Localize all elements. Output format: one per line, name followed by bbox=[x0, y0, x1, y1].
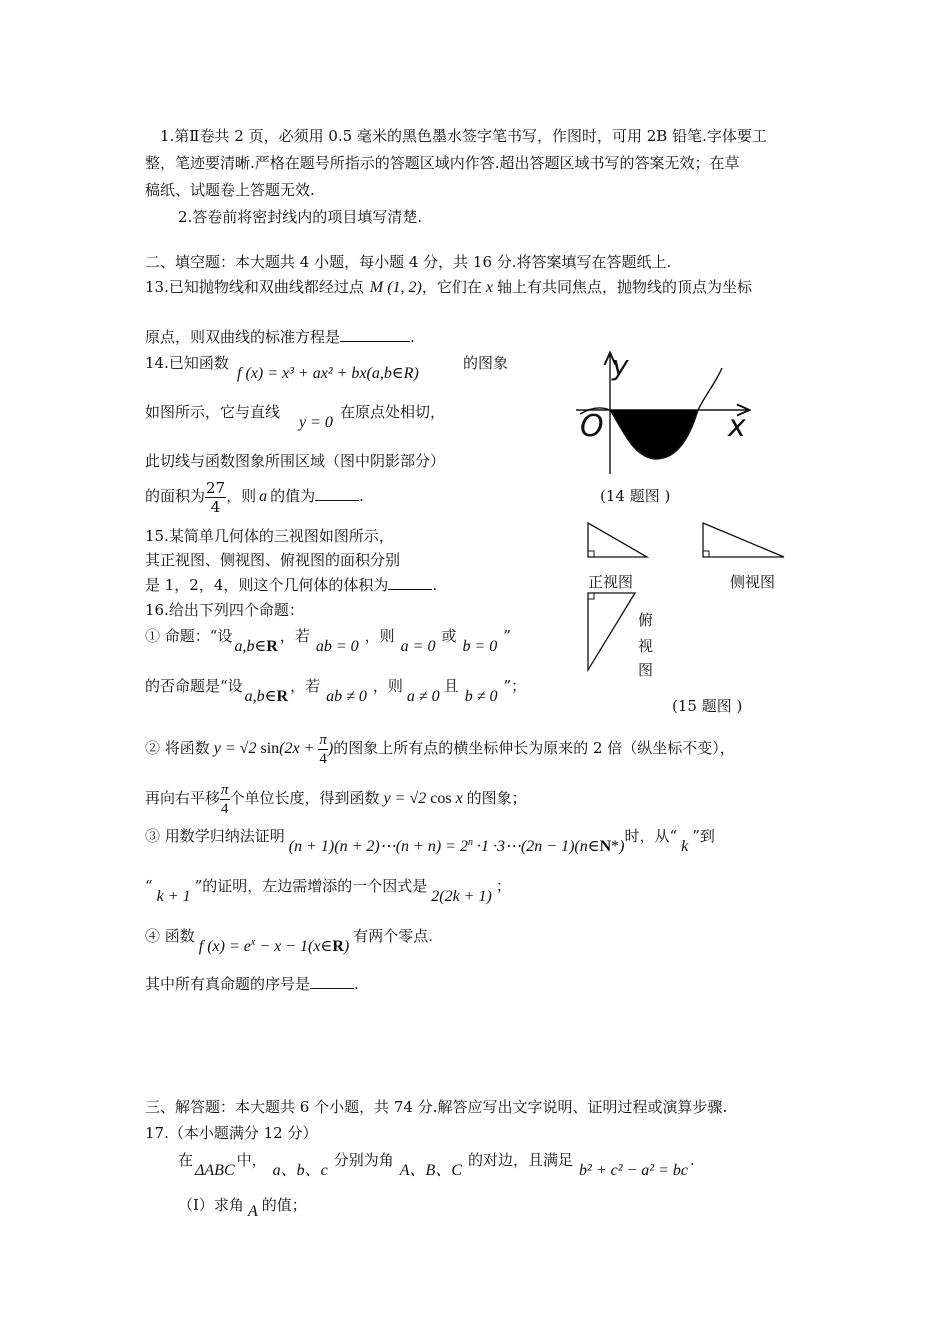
section-2-heading: 二、填空题：本大题共 4 小题，每小题 4 分，共 16 分.将答案填写在答题纸上. bbox=[145, 253, 672, 271]
q17-text-c: 分别为角 bbox=[333, 1151, 394, 1169]
side-view-figure bbox=[700, 520, 790, 560]
q16-p1-text-e: ” bbox=[503, 627, 511, 645]
q16-p1-text-c: ，则 bbox=[364, 627, 395, 645]
q16-p3-text-a: ③ 用数学归纳法证明 bbox=[145, 827, 285, 845]
q15-text-c: 是 1，2，4，则这个几何体的体积为 bbox=[145, 576, 389, 594]
side-view-label: 侧视图 bbox=[730, 573, 776, 591]
q13-text-d: 原点，则双曲线的标准方程是 bbox=[145, 328, 341, 346]
q14-fraction bbox=[205, 479, 226, 516]
q17-triangle: ΔABC bbox=[195, 1162, 235, 1179]
q13-text-a: 13.已知抛物线和双曲线都经过点 bbox=[145, 278, 364, 296]
q14-axis-y-label: y bbox=[612, 349, 629, 382]
q14-text-c: 如图所示，它与直线 bbox=[145, 403, 281, 421]
q13-x: x bbox=[485, 279, 493, 296]
top-view-label-3: 图 bbox=[638, 661, 654, 679]
q15-line-3 bbox=[145, 575, 437, 595]
q16-p3-identity: (n + 1)(n + 2)⋯(n + $n) = 2^n \cdot 1$ ·3⋯(2n − 1)(n∈N*) bbox=[288, 837, 625, 855]
q14-function bbox=[237, 364, 419, 384]
q16-text-last: 其中所有真命题的序号是 bbox=[145, 975, 311, 993]
q16-p1-b-ne0: b ≠ 0 bbox=[464, 688, 498, 705]
q17-part-1 bbox=[178, 1195, 307, 1220]
q14-caption: (14 题图 ) bbox=[600, 487, 671, 505]
q16-p3-factor: 2(2k + 1) bbox=[431, 888, 492, 905]
q16-final-line bbox=[145, 974, 359, 994]
shaded-region bbox=[610, 410, 698, 459]
q14-line-4 bbox=[145, 476, 364, 517]
q13-line-2 bbox=[145, 327, 415, 347]
q16-p3-k-plus-1: k + 1 bbox=[156, 888, 191, 905]
q13-point: M (1, 2) bbox=[369, 279, 422, 296]
note-line-2: 整，笔迹要清晰.严格在题号所指示的答题区域内作答.超出答题区域书写的答案无效；在草 bbox=[145, 154, 740, 172]
q17-angle-a: A bbox=[247, 1203, 258, 1220]
q16-p3-text-e: ”的证明，左边需增添的一个因式是 bbox=[194, 877, 428, 895]
q15-line-2: 其正视图、侧视图、俯视图的面积分别 bbox=[145, 551, 401, 569]
q17-text-a: 在 bbox=[178, 1151, 194, 1169]
q14-text-d: 在原点处相切， bbox=[340, 403, 446, 421]
q16-p3-text-g: ； bbox=[495, 877, 511, 895]
q13-line-1 bbox=[145, 277, 752, 298]
top-view-label-1: 俯 bbox=[638, 611, 654, 629]
q16-p1-a-ne0: a ≠ 0 bbox=[406, 688, 440, 705]
q16-p2-line-1 bbox=[145, 726, 735, 771]
q16-intro: 16.给出下列四个命题： bbox=[145, 601, 304, 619]
note-line-3: 稿纸、试题卷上答题无效. bbox=[145, 181, 315, 199]
q16-p1-line-1 bbox=[145, 626, 511, 655]
q16-p4-text-b: 有两个零点. bbox=[353, 927, 433, 945]
q14-axis-x-label: x bbox=[728, 409, 746, 444]
q17-part-1-text-b: 的值； bbox=[261, 1196, 307, 1214]
q16-p1-text-g: ，若 bbox=[290, 677, 321, 695]
q16-p1-ab-ne0: ab ≠ 0 bbox=[326, 688, 367, 705]
q14-text-g: ，则 bbox=[226, 487, 257, 505]
q16-p2-text-a: ② 将函数 bbox=[145, 739, 210, 757]
q16-p2-close: ) bbox=[327, 740, 334, 757]
q16-p3-text-d: “ bbox=[145, 877, 153, 895]
q16-p4-func: f $(x) = e^x - x$ − 1(x∈R) bbox=[198, 937, 350, 955]
q16-p1-b0: b = 0 bbox=[462, 638, 498, 655]
q16-p1-text-i: 且 bbox=[443, 677, 459, 695]
q14-frac-den: 4 bbox=[210, 497, 221, 516]
q16-p2-frac: $\frac{\pi}{4}$ bbox=[319, 731, 327, 767]
q16-answer-blank[interactable] bbox=[310, 974, 354, 989]
q14-line-1 bbox=[145, 353, 229, 373]
q14-answer-blank[interactable] bbox=[315, 486, 359, 501]
q16-p1-set: a,b∈R bbox=[234, 638, 278, 655]
q14-var-a: a bbox=[259, 488, 268, 505]
q14-end: . bbox=[359, 487, 364, 505]
q14-text-h: 的值为 bbox=[270, 487, 316, 505]
q16-p3-k: k bbox=[681, 838, 689, 855]
front-view-label: 正视图 bbox=[588, 573, 634, 591]
q16-p1-text-f: 的否命题是“设 bbox=[145, 677, 243, 695]
q16-p2-text-c: 再向右平移 bbox=[145, 789, 221, 807]
q14-func-text: f (x) = x³ + ax² + bx(a,b∈R) bbox=[237, 365, 419, 382]
q17-sides: a、b、c bbox=[272, 1162, 328, 1179]
q13-end: . bbox=[410, 328, 415, 346]
q16-p1-a0: a = 0 bbox=[400, 638, 436, 655]
q16-p2-text-d: 个单位长度，得到函数 bbox=[229, 789, 380, 807]
q15-end: . bbox=[432, 576, 438, 594]
q13-text-c: 轴上有共同焦点，抛物线的顶点为坐标 bbox=[496, 278, 752, 296]
note-line-4: 2.答卷前将密封线内的项目填写清楚. bbox=[178, 208, 423, 226]
q16-p1-text-b: ，若 bbox=[279, 627, 310, 645]
front-view-figure bbox=[585, 520, 655, 560]
q17-text-b: 中， bbox=[236, 1151, 267, 1169]
top-view-figure bbox=[585, 590, 641, 674]
q14-text-b: 的图象 bbox=[463, 354, 509, 372]
q16-p1-text-h: ，则 bbox=[372, 677, 403, 695]
q17-title: 17.（本小题满分 12 分） bbox=[145, 1124, 318, 1142]
q14-origin-label: O bbox=[580, 409, 604, 444]
q14-frac-num: 27 bbox=[206, 478, 226, 497]
q16-end: . bbox=[354, 975, 359, 993]
q14-text-f: 的面积为 bbox=[145, 487, 206, 505]
q17-text-e: . bbox=[690, 1151, 695, 1169]
q17-text-d: 的对边，且满足 bbox=[468, 1151, 574, 1169]
note-line-1: 1.第Ⅱ卷共 2 页，必须用 0.5 毫米的黑色墨水签字笔书写，作图时，可用 2B 铅笔.字体要工 bbox=[160, 127, 767, 145]
top-view-label-2: 视 bbox=[638, 637, 654, 655]
q16-p1-line-2 bbox=[145, 676, 527, 705]
q16-p3-text-b: 时，从“ bbox=[624, 827, 678, 845]
section-3-heading: 三、解答题：本大题共 6 个小题，共 74 分.解答应写出文字说明、证明过程或演算步骤. bbox=[145, 1098, 728, 1116]
q16-p3-line-1 bbox=[145, 826, 715, 855]
q15-line-1: 15.某简单几何体的三视图如图所示， bbox=[145, 527, 394, 545]
q16-p2-text-b: 的图象上所有点的横坐标伸长为原来的 2 倍（纵坐标不变）， bbox=[333, 739, 735, 757]
q16-p1-text-a: ① 命题：“设 bbox=[145, 627, 233, 645]
q16-p1-set-2: a,b∈R bbox=[244, 688, 289, 705]
q14-line-eq: y = 0 bbox=[299, 414, 333, 431]
q16-p2-func: y = √2 sin(2x + bbox=[213, 740, 319, 757]
q16-p1-text-d: 或 bbox=[441, 627, 457, 645]
q16-p3-line-2 bbox=[145, 876, 511, 905]
q16-p4-text-a: ④ 函数 bbox=[145, 927, 195, 945]
q17-part-1-text: （Ⅰ）求角 bbox=[178, 1196, 244, 1214]
q13-text-b: ，它们在 bbox=[421, 278, 482, 296]
q13-answer-blank[interactable] bbox=[340, 327, 410, 342]
q16-p2-text-e: 的图象； bbox=[466, 789, 527, 807]
q14-line-2 bbox=[145, 402, 280, 422]
q16-p1-ab0: ab = 0 bbox=[315, 638, 359, 655]
q16-p2-line-2 bbox=[145, 776, 527, 821]
q14-text-a: 14.已知函数 bbox=[145, 354, 229, 372]
q16-p3-text-c: ”到 bbox=[692, 827, 715, 845]
q16-p4-line bbox=[145, 926, 433, 955]
q17-equation: b² + c² − a² = bc bbox=[579, 1162, 688, 1179]
q15-caption: (15 题图 ) bbox=[672, 697, 743, 715]
q17-angles: A、B、C bbox=[399, 1162, 462, 1179]
q16-p2-result: y = √2 cos x bbox=[383, 790, 463, 807]
q15-answer-blank[interactable] bbox=[388, 575, 432, 590]
q14-text-e: 此切线与函数图象所围区域（图中阴影部分） bbox=[145, 452, 446, 470]
q16-p1-text-j: ”； bbox=[503, 677, 527, 695]
q16-p2-shift-frac: $\frac{\pi}{4}$ bbox=[221, 781, 229, 817]
q17-line-1 bbox=[178, 1150, 695, 1179]
